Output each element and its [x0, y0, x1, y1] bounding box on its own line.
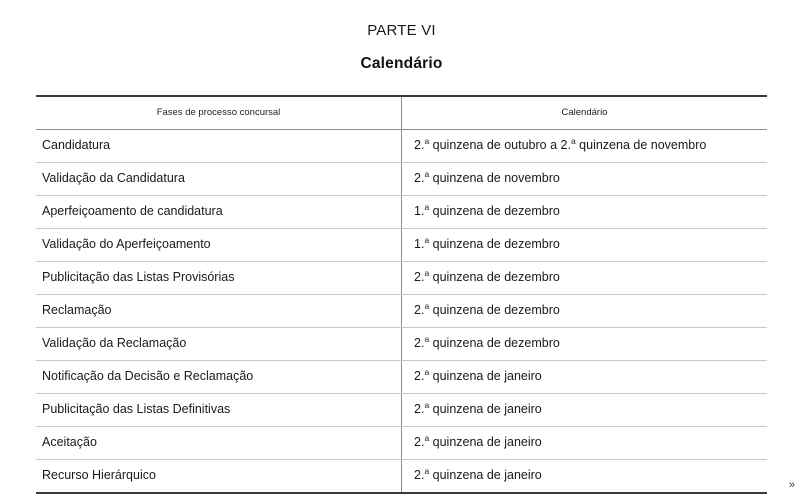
calendar-table-container [36, 95, 767, 494]
calendar-table [36, 95, 767, 494]
table-row [36, 229, 767, 262]
page-title: Calendário [360, 55, 443, 72]
table-header-row [36, 96, 767, 130]
cell-calendar: 1.$^a$ quinzena de dezembro [402, 229, 768, 262]
table-row [36, 328, 767, 361]
cell-phase: Aperfeiçoamento de candidatura [36, 196, 402, 229]
table-row [36, 262, 767, 295]
cell-phase: Notificação da Decisão e Reclamação [36, 361, 402, 394]
column-header-calendar: Calendário [402, 96, 768, 130]
cell-calendar: 2.$^a$ quinzena de outubro a 2.$^a$ quinzena de novembro [402, 130, 768, 163]
table-header [36, 96, 767, 130]
page-footer-marker: » [788, 479, 795, 491]
cell-phase: Validação da Candidatura [36, 163, 402, 196]
part-label: PARTE VI [367, 22, 436, 39]
table-row [36, 295, 767, 328]
cell-calendar: 2.$^a$ quinzena de janeiro [402, 394, 768, 427]
column-header-phase: Fases de processo concursal [36, 96, 402, 130]
cell-calendar: 2.$^a$ quinzena de dezembro [402, 262, 768, 295]
table-row [36, 394, 767, 427]
cell-phase: Candidatura [36, 130, 402, 163]
cell-calendar: 2.$^a$ quinzena de janeiro [402, 361, 768, 394]
cell-calendar: 2.$^a$ quinzena de janeiro [402, 460, 768, 494]
table-row [36, 361, 767, 394]
cell-phase: Validação do Aperfeiçoamento [36, 229, 402, 262]
table-row [36, 163, 767, 196]
cell-calendar: 2.$^a$ quinzena de dezembro [402, 328, 768, 361]
table-body [36, 130, 767, 494]
cell-phase: Reclamação [36, 295, 402, 328]
cell-phase: Aceitação [36, 427, 402, 460]
cell-phase: Validação da Reclamação [36, 328, 402, 361]
table-row [36, 427, 767, 460]
cell-calendar: 2.$^a$ quinzena de dezembro [402, 295, 768, 328]
cell-calendar: 1.$^a$ quinzena de dezembro [402, 196, 768, 229]
table-row [36, 130, 767, 163]
document-page [0, 22, 803, 499]
cell-phase: Publicitação das Listas Provisórias [36, 262, 402, 295]
cell-phase: Publicitação das Listas Definitivas [36, 394, 402, 427]
table-row [36, 196, 767, 229]
cell-phase: Recurso Hierárquico [36, 460, 402, 494]
cell-calendar: 2.$^a$ quinzena de janeiro [402, 427, 768, 460]
table-row [36, 460, 767, 494]
cell-calendar: 2.$^a$ quinzena de novembro [402, 163, 768, 196]
